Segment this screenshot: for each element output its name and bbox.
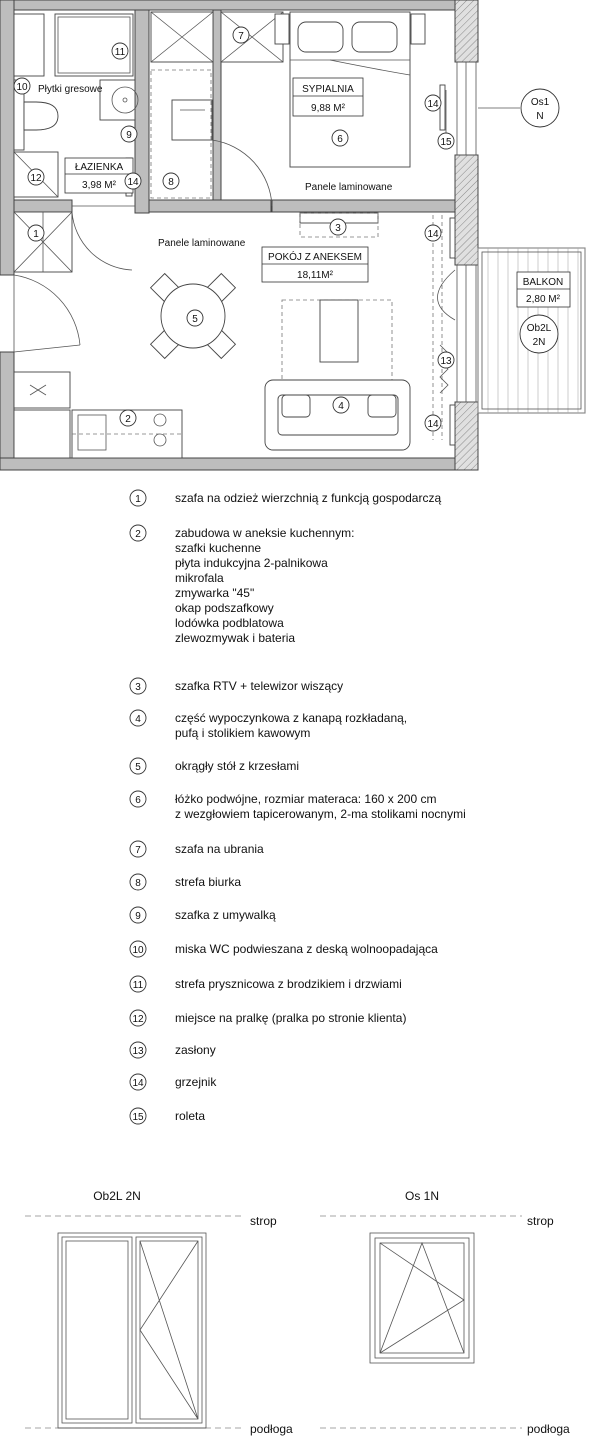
legend-text: okrągły stół z krzesłami xyxy=(175,759,300,773)
marker-5: 5 xyxy=(192,314,198,325)
floor-label-laminate-bedroom: Panele laminowane xyxy=(305,182,393,193)
legend-text: grzejnik xyxy=(175,1075,217,1089)
marker-4: 4 xyxy=(338,401,344,412)
label-living xyxy=(262,247,368,282)
shelf-top-left xyxy=(14,14,44,76)
legend-text: strefa prysznicowa z brodzikiem i drzwiami xyxy=(175,977,402,991)
elevation-ob2l xyxy=(25,1189,293,1436)
radiator-living-bottom xyxy=(450,405,455,445)
legend-item xyxy=(130,710,407,740)
desk xyxy=(172,100,212,140)
marker-8: 8 xyxy=(168,177,174,188)
elevation-os1 xyxy=(320,1189,570,1436)
legend-text: zabudowa w aneksie kuchennym: xyxy=(175,526,355,540)
legend-item xyxy=(130,791,466,821)
legend-text: lodówka podblatowa xyxy=(175,616,284,630)
legend-number: 2 xyxy=(135,529,141,540)
legend-text: zlewozmywak i bateria xyxy=(175,631,296,645)
wall-wardrobe xyxy=(213,10,221,200)
tag-ob2l-line1: Ob2L xyxy=(526,323,552,334)
tag-os1 xyxy=(478,89,559,127)
legend-number: 5 xyxy=(135,762,141,773)
tag-os1-line1: Os1 xyxy=(530,97,550,108)
legend-item xyxy=(130,525,354,645)
marker-9: 9 xyxy=(126,130,132,141)
legend-text: zmywarka "45" xyxy=(175,586,255,600)
legend-item xyxy=(130,1042,216,1058)
legend-text: z wezgłowiem tapicerowanym, 2-ma stolikami nocnymi xyxy=(175,807,466,821)
marker-13: 13 xyxy=(440,356,452,367)
wall-left-lower xyxy=(0,352,14,470)
legend-number: 9 xyxy=(135,911,141,922)
bathroom-name: ŁAZIENKA xyxy=(74,162,124,173)
legend-item xyxy=(130,874,241,890)
floor-label-laminate-living: Panele laminowane xyxy=(158,238,246,249)
wall-top xyxy=(0,0,478,10)
legend-text: strefa biurka xyxy=(175,875,242,889)
marker-10: 10 xyxy=(16,82,28,93)
marker-14-living-bottom: 14 xyxy=(427,419,439,430)
label-bathroom xyxy=(65,158,133,193)
legend-item xyxy=(130,907,276,923)
legend-item xyxy=(130,841,264,857)
legend-number: 10 xyxy=(132,945,144,956)
wall-right-1 xyxy=(455,0,478,62)
legend-item xyxy=(130,678,343,694)
bathroom-area: 3,98 M² xyxy=(82,180,116,191)
legend-number: 6 xyxy=(135,795,141,806)
legend-text: miska WC podwieszana z deską wolnoopadająca xyxy=(175,942,438,956)
legend-number: 11 xyxy=(132,980,144,991)
marker-14-bedroom: 14 xyxy=(427,99,439,110)
legend-number: 3 xyxy=(135,682,141,693)
radiator-living-top xyxy=(450,218,455,258)
legend-text: część wypoczynkowa z kanapą rozkładaną, xyxy=(175,711,408,725)
bedroom-area: 9,88 M² xyxy=(311,103,345,114)
legend-number: 8 xyxy=(135,878,141,889)
legend-item xyxy=(130,1108,205,1124)
marker-2: 2 xyxy=(125,414,131,425)
legend-number: 15 xyxy=(132,1112,144,1123)
legend-text: pufą i stolikiem kawowym xyxy=(175,726,311,740)
radiator-bedroom xyxy=(440,85,445,130)
elevation-ob2l-bottom: podłoga xyxy=(250,1422,293,1436)
tag-os1-line2: N xyxy=(536,111,544,122)
label-bedroom xyxy=(293,78,363,116)
marker-3: 3 xyxy=(335,223,341,234)
marker-6: 6 xyxy=(337,134,343,145)
elevation-os1-title: Os 1N xyxy=(404,1189,440,1203)
legend-text: zasłony xyxy=(175,1043,216,1057)
kitchen-unit xyxy=(14,410,182,458)
wall-left-upper xyxy=(0,0,14,275)
legend-number: 4 xyxy=(135,714,141,725)
washbasin-cabinet xyxy=(100,80,135,120)
legend-text: szafka RTV + telewizor wiszący xyxy=(175,679,344,693)
bedroom-name: SYPIALNIA xyxy=(302,84,354,95)
wall-right-3 xyxy=(455,402,478,470)
legend-number: 12 xyxy=(132,1014,144,1025)
marker-14-bath: 14 xyxy=(127,177,139,188)
marker-15: 15 xyxy=(440,137,452,148)
wall-bath-bottom xyxy=(14,200,72,212)
wc-bowl xyxy=(24,102,58,130)
legend xyxy=(130,490,466,1124)
legend-item xyxy=(130,1010,406,1026)
coffee-table xyxy=(320,300,358,362)
legend-item xyxy=(130,1074,217,1090)
legend-number: 13 xyxy=(132,1046,144,1057)
legend-text: okap podszafkowy xyxy=(175,601,274,615)
legend-text: szafa na ubrania xyxy=(175,842,264,856)
legend-text: szafka z umywalką xyxy=(175,908,276,922)
wall-right-2 xyxy=(455,155,478,265)
legend-number: 7 xyxy=(135,845,141,856)
elevation-os1-top: strop xyxy=(527,1214,554,1228)
legend-text: płyta indukcyjna 2-palnikowa xyxy=(175,556,328,570)
elevation-ob2l-top: strop xyxy=(250,1214,277,1228)
marker-7: 7 xyxy=(238,31,244,42)
label-balcony xyxy=(517,272,570,307)
balcony-name: BALKON xyxy=(522,277,564,288)
legend-number: 14 xyxy=(132,1078,144,1089)
elevation-ob2l-title: Ob2L 2N xyxy=(93,1189,141,1203)
legend-item xyxy=(130,490,441,506)
sofa xyxy=(265,380,410,450)
marker-12: 12 xyxy=(30,173,42,184)
fridge-area xyxy=(14,372,70,408)
marker-11: 11 xyxy=(114,47,126,58)
legend-text: szafki kuchenne xyxy=(175,541,262,555)
legend-text: roleta xyxy=(175,1109,206,1123)
balcony-area: 2,80 M² xyxy=(526,294,560,305)
floor-plan xyxy=(0,0,585,470)
legend-item xyxy=(130,976,402,992)
legend-text: szafa na odzież wierzchnią z funkcją gospodarczą xyxy=(175,491,442,505)
entry-door xyxy=(14,275,80,352)
bath-door xyxy=(72,206,135,270)
tag-ob2l xyxy=(520,315,558,353)
wall-bedroom-right xyxy=(272,200,455,212)
wall-bedroom-left xyxy=(149,200,271,212)
wall-bottom xyxy=(0,458,478,470)
elevation-os1-bottom: podłoga xyxy=(527,1422,570,1436)
floor-label-tiles: Płytki gresowe xyxy=(38,84,103,95)
legend-text: miejsce na pralkę (pralka po stronie klienta) xyxy=(175,1011,407,1025)
legend-text: mikrofala xyxy=(175,571,224,585)
legend-text: łóżko podwójne, rozmiar materaca: 160 x 200 cm xyxy=(175,792,437,806)
living-name: POKÓJ Z ANEKSEM xyxy=(268,252,362,263)
tag-ob2l-line2: 2N xyxy=(532,337,546,348)
marker-14-living-top: 14 xyxy=(427,229,439,240)
legend-item xyxy=(130,758,299,774)
marker-1: 1 xyxy=(33,229,39,240)
legend-number: 1 xyxy=(135,494,141,505)
legend-item xyxy=(130,941,438,957)
living-area: 18,11M² xyxy=(297,270,333,281)
